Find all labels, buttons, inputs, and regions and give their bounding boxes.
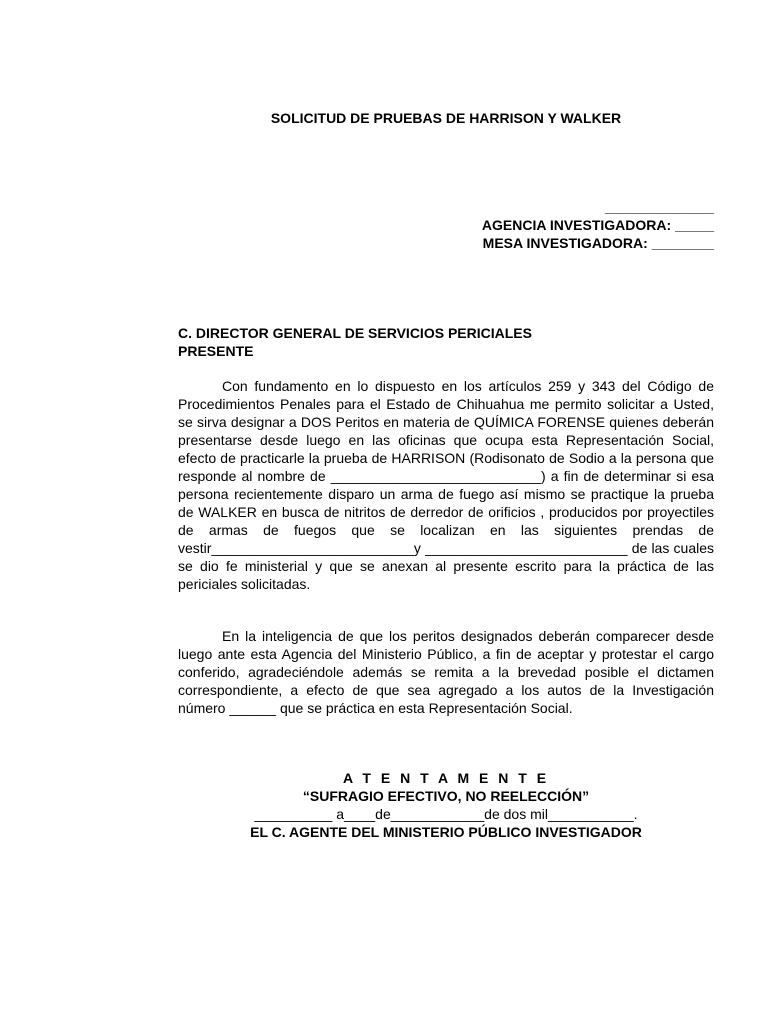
signature-title: EL C. AGENTE DEL MINISTERIO PÚBLICO INVESTIGADOR <box>250 824 642 840</box>
date-line: __________ a____de____________de dos mil___________. <box>254 806 638 822</box>
paragraph-text: Con fundamento en lo dispuesto en los artículos 259 y 343 del Código de Procedimientos Penales para el Estado de Chihuahua me permito solicitar a Usted, se sirva designar a DOS Peritos en materia de QUÍMICA FORENSE quienes deberán presentarse desde luego en las oficinas que ocupa esta Representación Social, efecto de practicarle la prueba de HARRISON (Rodisonato de Sodio a la persona que responde al nombre de ___________________________) a fin de determinar si esa persona recientemente disparo un arma de fuego así mismo se practique la prueba de WALKER en busca de nitritos de derredor de orificios , producidos por proyectiles de armas de fuegos que se localizan en las siguientes prendas de vestir__________________________y __________________________ de las cuales se dio fe ministerial y que se anexan al presente escrito para la práctica de las periciales solicitadas. <box>178 378 714 592</box>
paragraph-text: En la inteligencia de que los peritos designados deberán comparecer desde luego ante esta Agencia del Ministerio Público, a fin de aceptar y protestar el cargo conferido, agradeciéndole además se remita a la brevedad posible el dictamen correspondiente, a efecto de que sea agregado a los autos de la Investigación número ______ que se práctica en esta Representación Social. <box>178 628 714 716</box>
agencia-investigadora: AGENCIA INVESTIGADORA: _____ <box>481 217 714 233</box>
addressee <box>178 324 532 360</box>
agency-blank-line: ______________ <box>604 199 714 215</box>
closing-block <box>178 769 714 841</box>
agency-block <box>482 198 714 252</box>
document-title: SOLICITUD DE PRUEBAS DE HARRISON Y WALKER <box>270 110 622 126</box>
addressee-line-2: PRESENTE <box>178 343 254 359</box>
addressee-line-1: C. DIRECTOR GENERAL DE SERVICIOS PERICIALES <box>178 325 532 341</box>
mesa-investigadora: MESA INVESTIGADORA: ________ <box>482 235 714 251</box>
body-paragraph-2 <box>178 627 714 717</box>
atentamente: A T E N T A M E N T E <box>342 770 550 786</box>
motto: “SUFRAGIO EFECTIVO, NO REELECCIÓN” <box>302 788 590 804</box>
body-paragraph-1 <box>178 377 714 593</box>
